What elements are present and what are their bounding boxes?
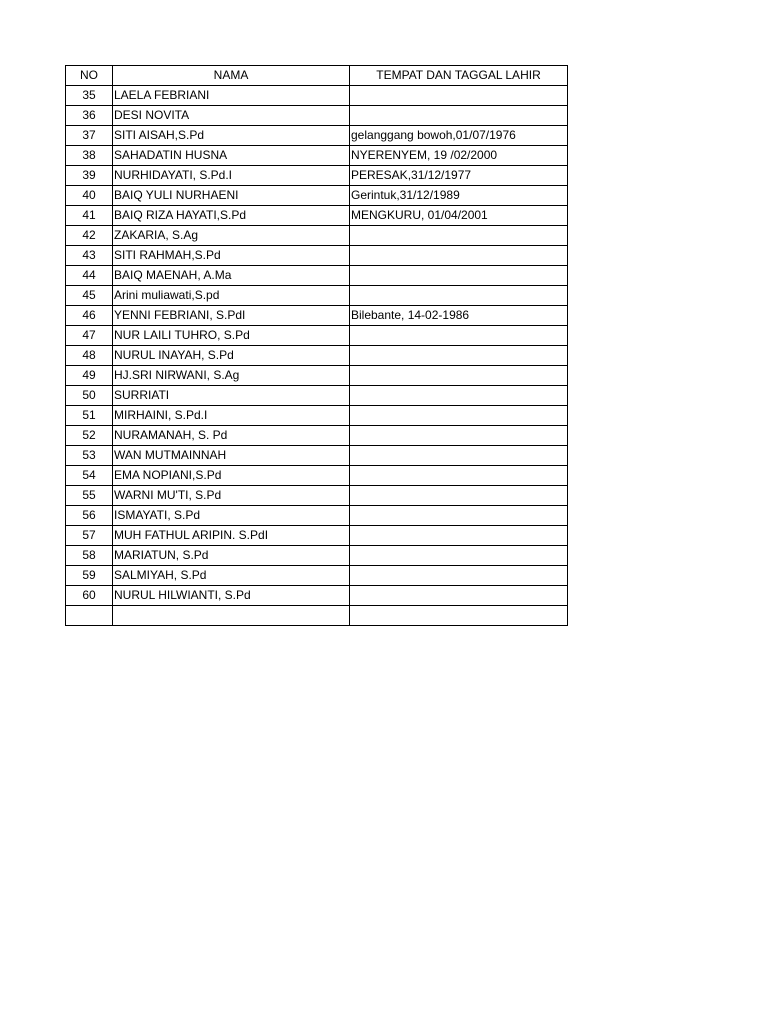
row-no-cell: 47: [66, 326, 113, 346]
row-nama-cell: ISMAYATI, S.Pd: [113, 506, 350, 526]
row-ttl-cell: PERESAK,31/12/1977: [350, 166, 568, 186]
row-ttl-cell: [350, 426, 568, 446]
row-no-cell: 48: [66, 346, 113, 366]
row-nama-cell: [113, 606, 350, 626]
table-row: [66, 446, 568, 466]
row-no-cell: 56: [66, 506, 113, 526]
row-ttl-cell: [350, 366, 568, 386]
row-no-cell: 46: [66, 306, 113, 326]
row-nama-cell: BAIQ MAENAH, A.Ma: [113, 266, 350, 286]
table-row: [66, 286, 568, 306]
row-ttl-cell: MENGKURU, 01/04/2001: [350, 206, 568, 226]
row-ttl-cell: [350, 506, 568, 526]
row-ttl-cell: [350, 246, 568, 266]
row-nama-cell: SALMIYAH, S.Pd: [113, 566, 350, 586]
row-nama-cell: NURUL INAYAH, S.Pd: [113, 346, 350, 366]
row-no-cell: 42: [66, 226, 113, 246]
table-row: [66, 246, 568, 266]
row-no-cell: 38: [66, 146, 113, 166]
table-row: [66, 226, 568, 246]
row-ttl-cell: [350, 86, 568, 106]
row-no-cell: 51: [66, 406, 113, 426]
table-row: [66, 566, 568, 586]
row-ttl-cell: [350, 226, 568, 246]
row-nama-cell: LAELA FEBRIANI: [113, 86, 350, 106]
header-nama: NAMA: [113, 66, 350, 86]
row-ttl-cell: [350, 386, 568, 406]
participant-table: [65, 65, 568, 626]
row-nama-cell: MUH FATHUL ARIPIN. S.PdI: [113, 526, 350, 546]
row-nama-cell: NUR LAILI TUHRO, S.Pd: [113, 326, 350, 346]
table-row: [66, 586, 568, 606]
row-no-cell: [66, 606, 113, 626]
row-no-cell: 58: [66, 546, 113, 566]
row-ttl-cell: NYERENYEM, 19 /02/2000: [350, 146, 568, 166]
row-nama-cell: MARIATUN, S.Pd: [113, 546, 350, 566]
row-ttl-cell: [350, 466, 568, 486]
row-nama-cell: NURUL HILWIANTI, S.Pd: [113, 586, 350, 606]
table-row: [66, 146, 568, 166]
header-ttl: TEMPAT DAN TAGGAL LAHIR: [350, 66, 568, 86]
table-row: [66, 506, 568, 526]
row-no-cell: 57: [66, 526, 113, 546]
row-no-cell: 59: [66, 566, 113, 586]
header-no: NO: [66, 66, 113, 86]
row-no-cell: 44: [66, 266, 113, 286]
table-row: [66, 326, 568, 346]
row-nama-cell: HJ.SRI NIRWANI, S.Ag: [113, 366, 350, 386]
row-ttl-cell: gelanggang bowoh,01/07/1976: [350, 126, 568, 146]
row-no-cell: 50: [66, 386, 113, 406]
row-ttl-cell: [350, 406, 568, 426]
row-nama-cell: DESI NOVITA: [113, 106, 350, 126]
row-no-cell: 45: [66, 286, 113, 306]
row-nama-cell: ZAKARIA, S.Ag: [113, 226, 350, 246]
row-nama-cell: WAN MUTMAINNAH: [113, 446, 350, 466]
table-row: [66, 166, 568, 186]
row-ttl-cell: [350, 526, 568, 546]
row-no-cell: 41: [66, 206, 113, 226]
table-row: [66, 386, 568, 406]
table-row: [66, 206, 568, 226]
table-row: [66, 486, 568, 506]
row-no-cell: 37: [66, 126, 113, 146]
table-row: [66, 466, 568, 486]
row-no-cell: 43: [66, 246, 113, 266]
row-ttl-cell: [350, 586, 568, 606]
row-nama-cell: Arini muliawati,S.pd: [113, 286, 350, 306]
row-no-cell: 53: [66, 446, 113, 466]
row-no-cell: 55: [66, 486, 113, 506]
table-row: [66, 606, 568, 626]
table-row: [66, 426, 568, 446]
row-no-cell: 60: [66, 586, 113, 606]
row-no-cell: 36: [66, 106, 113, 126]
row-nama-cell: WARNI MU'TI, S.Pd: [113, 486, 350, 506]
table-row: [66, 106, 568, 126]
table-row: [66, 306, 568, 326]
row-no-cell: 39: [66, 166, 113, 186]
row-nama-cell: YENNI FEBRIANI, S.PdI: [113, 306, 350, 326]
row-no-cell: 40: [66, 186, 113, 206]
row-no-cell: 52: [66, 426, 113, 446]
row-nama-cell: NURAMANAH, S. Pd: [113, 426, 350, 446]
header-row: [66, 66, 568, 86]
row-nama-cell: MIRHAINI, S.Pd.I: [113, 406, 350, 426]
row-nama-cell: SURRIATI: [113, 386, 350, 406]
row-ttl-cell: Bilebante, 14-02-1986: [350, 306, 568, 326]
row-ttl-cell: [350, 346, 568, 366]
row-no-cell: 49: [66, 366, 113, 386]
table-row: [66, 526, 568, 546]
table-row: [66, 406, 568, 426]
row-ttl-cell: [350, 566, 568, 586]
row-ttl-cell: [350, 446, 568, 466]
row-nama-cell: SITI AISAH,S.Pd: [113, 126, 350, 146]
table-row: [66, 366, 568, 386]
row-nama-cell: NURHIDAYATI, S.Pd.I: [113, 166, 350, 186]
table-row: [66, 186, 568, 206]
table-row: [66, 546, 568, 566]
table-row: [66, 346, 568, 366]
table-row: [66, 86, 568, 106]
row-ttl-cell: Gerintuk,31/12/1989: [350, 186, 568, 206]
row-ttl-cell: [350, 486, 568, 506]
table-row: [66, 266, 568, 286]
row-nama-cell: SITI RAHMAH,S.Pd: [113, 246, 350, 266]
row-ttl-cell: [350, 326, 568, 346]
row-nama-cell: EMA NOPIANI,S.Pd: [113, 466, 350, 486]
row-no-cell: 54: [66, 466, 113, 486]
row-nama-cell: SAHADATIN HUSNA: [113, 146, 350, 166]
table-row: [66, 126, 568, 146]
row-ttl-cell: [350, 546, 568, 566]
row-ttl-cell: [350, 106, 568, 126]
row-nama-cell: BAIQ RIZA HAYATI,S.Pd: [113, 206, 350, 226]
table-body: [66, 86, 568, 626]
row-nama-cell: BAIQ YULI NURHAENI: [113, 186, 350, 206]
row-ttl-cell: [350, 266, 568, 286]
row-ttl-cell: [350, 606, 568, 626]
row-no-cell: 35: [66, 86, 113, 106]
row-ttl-cell: [350, 286, 568, 306]
